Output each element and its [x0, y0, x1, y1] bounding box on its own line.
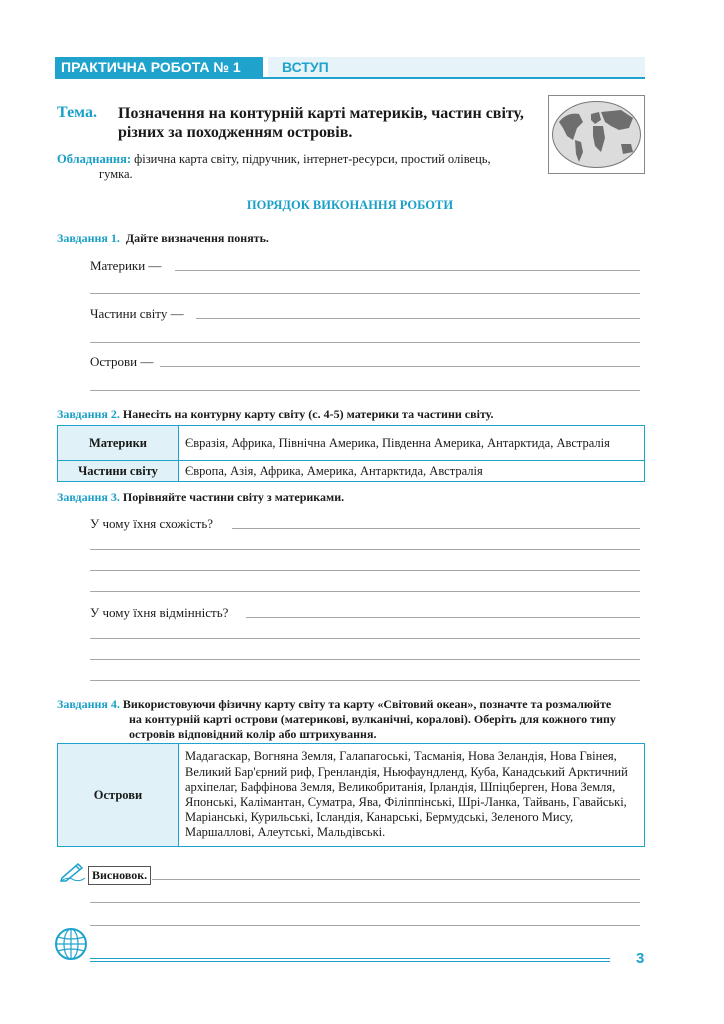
table-head-cell: Острови — [58, 744, 179, 847]
table-cell: Мадагаскар, Вогняна Земля, Галапагоські, Тасманія, Нова Зеландія, Нова Гвінея, Великий Бар'єрний риф, Гренландія, Ньюфаундленд, Куба, Канадський Арктичний архіпелаг, Баффінова Земля, Великобританія, Ірландія, Шпіцберген, Нова Земля, Японські, Калімантан, Суматра, Ява, Філіппінські, Шрі-Ланка, Тайвань, Гавайські, Маріанські, Курильські, Ісландія, Канарські, Бермудські, Зеленого Мису, Маршаллові, Алеутські, Мальдівські. — [179, 744, 645, 847]
answer-line[interactable] — [152, 879, 640, 880]
difference-question: У чому їхня відмінність? — [90, 605, 229, 620]
section-label: ВСТУП — [268, 57, 645, 77]
answer-line[interactable] — [90, 342, 640, 343]
task-2-heading: Завдання 2. Нанесіть на контурну карту світу (с. 4-5) материки та частини світу. — [57, 407, 494, 421]
task-3-heading: Завдання 3. Порівняйте частини світу з материками. — [57, 490, 345, 504]
islands-label: Острови — — [90, 354, 154, 369]
answer-line[interactable] — [90, 549, 640, 550]
answer-line[interactable] — [90, 659, 640, 660]
similarity-question: У чому їхня схожість? — [90, 516, 214, 531]
islands-table — [57, 743, 645, 847]
header-divider — [55, 77, 645, 79]
footer-rule — [90, 961, 610, 962]
answer-line[interactable] — [90, 680, 640, 681]
table-cell: Євразія, Африка, Північна Америка, Південна Америка, Антарктида, Австралія — [179, 426, 645, 461]
answer-line[interactable] — [232, 528, 640, 529]
continents-table — [57, 425, 645, 482]
section-title: ПОРЯДОК ВИКОНАННЯ РОБОТИ — [246, 198, 454, 212]
table-head-cell: Частини світу — [58, 461, 179, 482]
world-parts-label: Частини світу — — [90, 306, 184, 321]
answer-line[interactable] — [246, 617, 640, 618]
table-row — [58, 426, 645, 461]
continents-label: Материки — — [90, 258, 162, 273]
answer-line[interactable] — [90, 925, 640, 926]
answer-line[interactable] — [175, 270, 640, 271]
table-row — [58, 461, 645, 482]
topic-label: Тема. — [57, 104, 97, 121]
table-row — [58, 744, 645, 847]
task-1-heading: Завдання 1. Дайте визначення понять. — [57, 231, 269, 245]
table-head-cell: Материки — [58, 426, 179, 461]
topic-text: Позначення на контурній карті материків, частин світу, різних за походженням островів. — [118, 105, 524, 141]
practical-work-label: ПРАКТИЧНА РОБОТА № 1 — [55, 57, 263, 77]
answer-line[interactable] — [196, 318, 640, 319]
globe-icon — [52, 925, 90, 968]
equipment: Обладнання: фізична карта світу, підручник, інтернет-ресурси, простий олівець, гумка. — [57, 152, 491, 181]
answer-line[interactable] — [90, 591, 640, 592]
equipment-label: Обладнання: — [57, 152, 132, 166]
pencil-icon — [60, 862, 86, 887]
answer-line[interactable] — [160, 366, 640, 367]
world-map-icon — [548, 95, 645, 174]
answer-line[interactable] — [90, 902, 640, 903]
table-cell: Європа, Азія, Африка, Америка, Антарктида, Австралія — [179, 461, 645, 482]
footer-rule — [90, 958, 610, 959]
task-4-heading: Завдання 4. Використовуючи фізичну карту світу та карту «Світовий океан», позначте та розмалюйте на контурній карті острови (материкові, вулканічні, коралові). Оберіть для кожного типу островів відповідний колір або штрихування. — [57, 697, 616, 741]
answer-line[interactable] — [90, 390, 640, 391]
page-number: 3 — [636, 950, 645, 967]
answer-line[interactable] — [90, 293, 640, 294]
answer-line[interactable] — [90, 638, 640, 639]
conclusion-label: Висновок. — [88, 866, 151, 885]
answer-line[interactable] — [90, 570, 640, 571]
